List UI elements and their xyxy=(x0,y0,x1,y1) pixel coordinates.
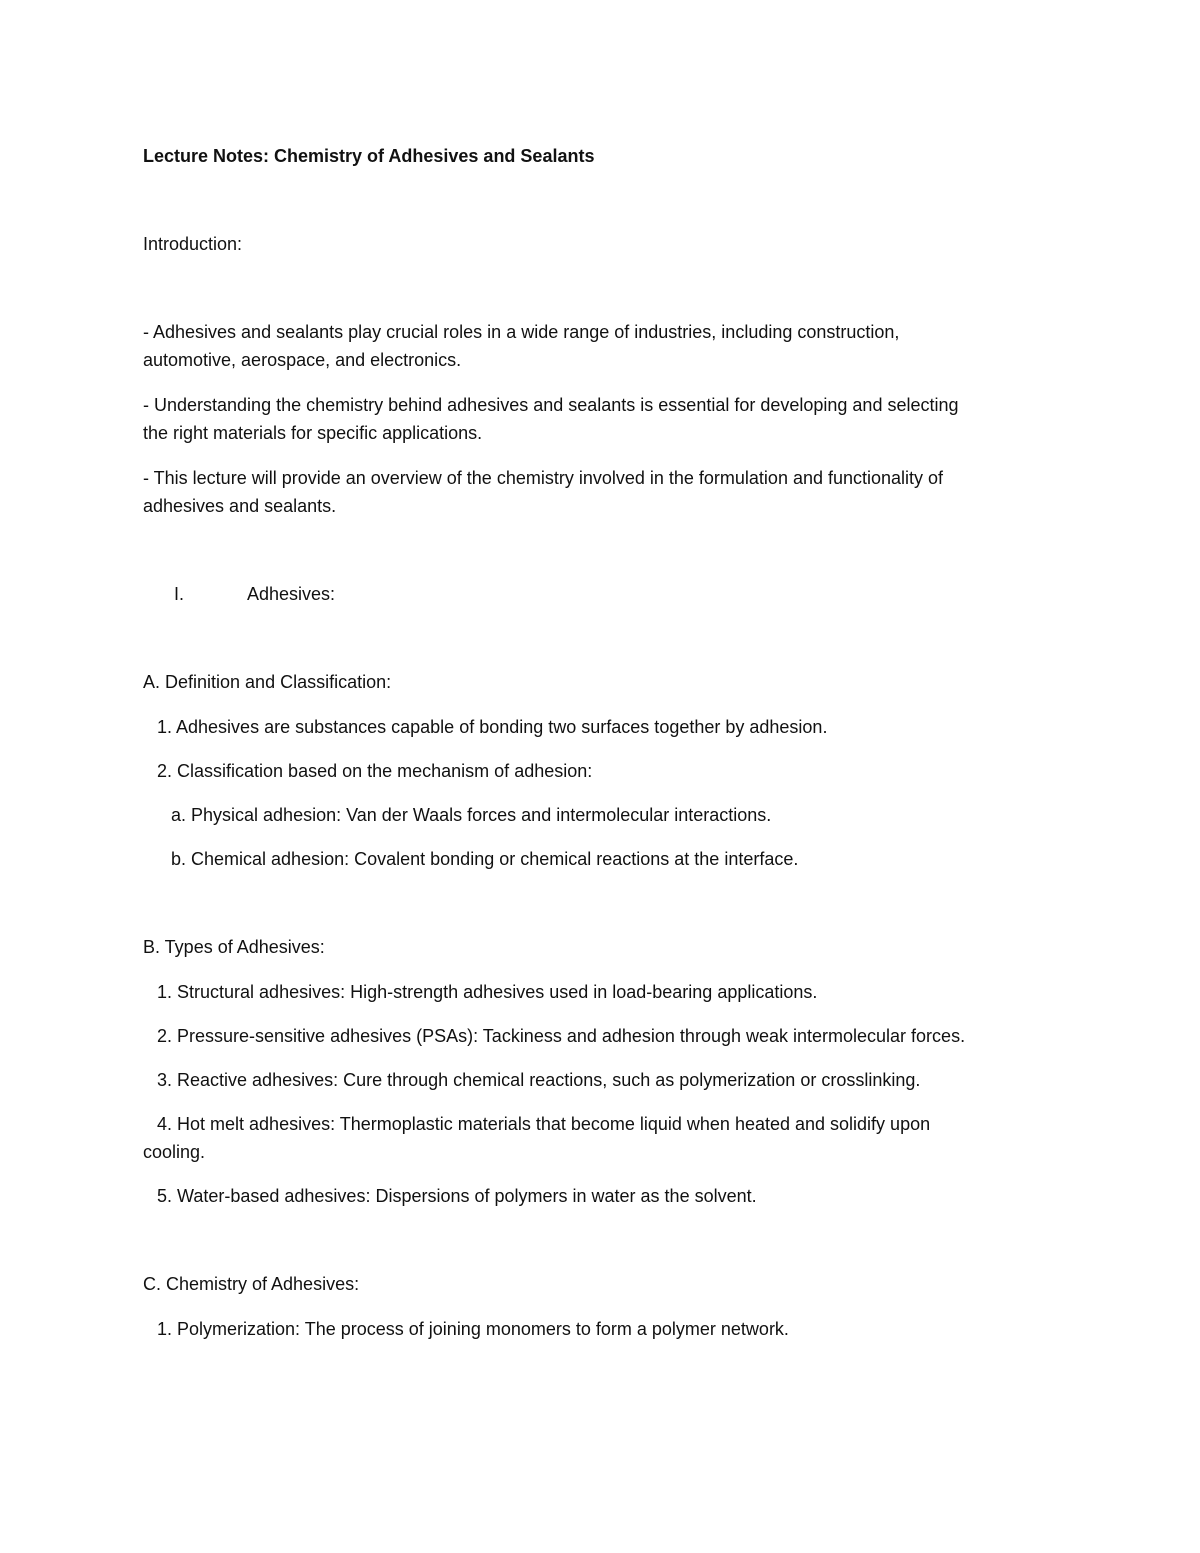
subsection-a-heading: A. Definition and Classification: xyxy=(143,672,392,692)
subsection-a-item-1: 1. Adhesives are substances capable of bonding two surfaces together by adhesion. xyxy=(157,717,828,737)
subsection-b-item-2: 2. Pressure-sensitive adhesives (PSAs): Tackiness and adhesion through weak intermolecular forces. xyxy=(157,1026,966,1046)
subsection-a-item-2a: a. Physical adhesion: Van der Waals forces and intermolecular interactions. xyxy=(171,805,772,825)
intro-bullet-3-line-2: adhesives and sealants. xyxy=(143,496,337,516)
intro-bullet-2-line-2: the right materials for specific applications. xyxy=(143,423,483,443)
intro-bullet-2-line-1: - Understanding the chemistry behind adhesives and sealants is essential for developing and selecting xyxy=(143,395,959,415)
subsection-a-item-2: 2. Classification based on the mechanism of adhesion: xyxy=(157,761,593,781)
subsection-b-item-4-line-2: cooling. xyxy=(143,1142,206,1162)
intro-bullet-1-line-1: - Adhesives and sealants play crucial roles in a wide range of industries, including construction, xyxy=(143,322,900,342)
subsection-c-item-1: 1. Polymerization: The process of joining monomers to form a polymer network. xyxy=(157,1319,789,1339)
subsection-b-item-3: 3. Reactive adhesives: Cure through chemical reactions, such as polymerization or crosslinking. xyxy=(157,1070,921,1090)
intro-bullet-1-line-2: automotive, aerospace, and electronics. xyxy=(143,350,462,370)
intro-bullet-3-line-1: - This lecture will provide an overview of the chemistry involved in the formulation and functionality of xyxy=(143,468,944,488)
subsection-c-heading: C. Chemistry of Adhesives: xyxy=(143,1274,360,1294)
section-numeral: I. xyxy=(174,584,185,604)
subsection-a-item-2b: b. Chemical adhesion: Covalent bonding or chemical reactions at the interface. xyxy=(171,849,799,869)
subsection-b-heading: B. Types of Adhesives: xyxy=(143,937,325,957)
subsection-b-item-4-line-1: 4. Hot melt adhesives: Thermoplastic materials that become liquid when heated and solidify upon xyxy=(157,1114,931,1134)
subsection-b-item-1: 1. Structural adhesives: High-strength adhesives used in load-bearing applications. xyxy=(157,982,818,1002)
section-label: Adhesives: xyxy=(247,584,336,604)
document-title: Lecture Notes: Chemistry of Adhesives and Sealants xyxy=(143,146,595,166)
subsection-b-item-5: 5. Water-based adhesives: Dispersions of polymers in water as the solvent. xyxy=(157,1186,757,1206)
intro-heading: Introduction: xyxy=(143,234,243,254)
